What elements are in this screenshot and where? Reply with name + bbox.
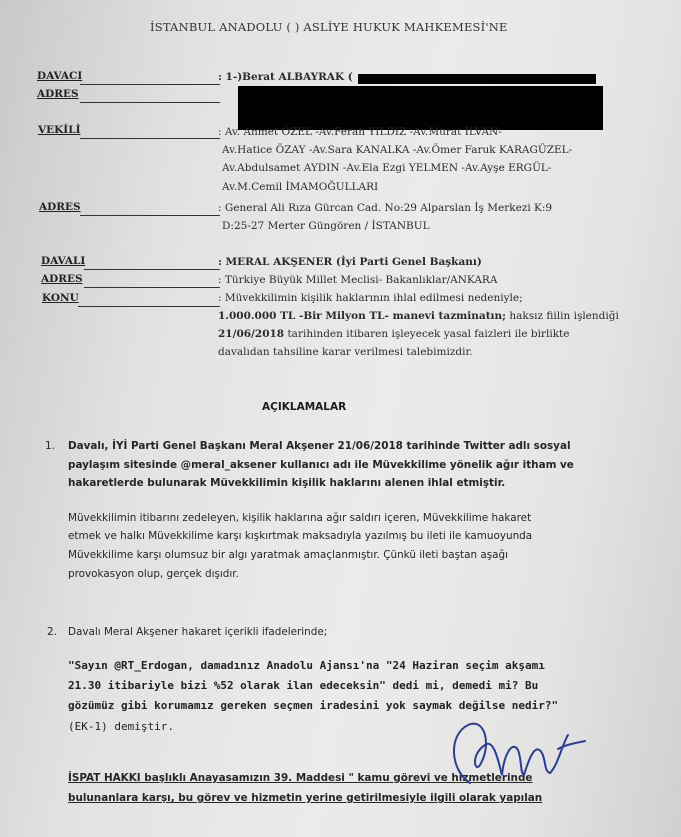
adres2-line-1: : General Ali Rıza Gürcan Cad. No:29 Alparslan İş Merkezi K:9 bbox=[218, 202, 553, 214]
redaction-bar-1 bbox=[358, 74, 596, 84]
davali-value: : MERAL AKŞENER (İyi Parti Genel Başkanı) bbox=[218, 256, 482, 268]
davali-underline bbox=[84, 269, 220, 270]
handwritten-signature bbox=[440, 715, 600, 795]
konu-amount: 1.000.000 TL -Bir Milyon TL- manevi tazminatın; bbox=[218, 310, 507, 322]
item2-number: 2. bbox=[47, 626, 57, 638]
konu-line-2-rest: haksız fiilin işlendiği bbox=[506, 310, 619, 322]
item1-line-3: hakaretlerde bulunarak Müvekkilimin kişilik haklarını alenen ihlal etmiştir. bbox=[68, 477, 506, 489]
court-title: İSTANBUL ANADOLU ( ) ASLİYE HUKUK MAHKEMESİ'NE bbox=[150, 20, 508, 34]
adres1-underline bbox=[80, 102, 220, 103]
item2-intro: Davalı Meral Akşener hakaret içerikli ifadelerinde; bbox=[68, 626, 328, 638]
aciklamalar-heading: AÇIKLAMALAR bbox=[262, 401, 347, 413]
quote-line-4: (EK-1) demiştir. bbox=[68, 720, 174, 733]
adres3-value: : Türkiye Büyük Millet Meclisi- Bakanlıklar/ANKARA bbox=[218, 274, 498, 286]
vekili-line-4: Av.M.Cemil İMAMOĞULLARI bbox=[222, 181, 379, 193]
redaction-bar-2 bbox=[238, 86, 603, 130]
para-line-4: provokasyon olup, gerçek dışıdır. bbox=[68, 568, 239, 580]
item1-line-2: paylaşım sitesinde @meral_aksener kullanıcı adı ile Müvekkilime yönelik ağır itham ve bbox=[68, 459, 574, 471]
para-line-3: Müvekkilime karşı olumsuz bir algı yaratmak amaçlanmıştır. Çünkü ileti baştan aşağı bbox=[68, 549, 509, 561]
konu-underline bbox=[78, 306, 220, 307]
adres-label-3: ADRES bbox=[41, 273, 83, 285]
konu-label: KONU bbox=[42, 292, 79, 304]
vekili-line-2: Av.Hatice ÖZAY -Av.Sara KANALKA -Av.Ömer Faruk KARAGÜZEL- bbox=[222, 144, 573, 156]
davali-label: DAVALI bbox=[41, 255, 86, 267]
adres-label-2: ADRES bbox=[39, 201, 81, 213]
quote-line-3: gözümüz gibi korumamız gereken seçmen iradesini yok saymak değilse nedir?" bbox=[68, 699, 559, 712]
item1-line-1: Davalı, İYİ Parti Genel Başkanı Meral Akşener 21/06/2018 tarihinde Twitter adlı sosyal bbox=[68, 440, 571, 452]
para-line-2: etmek ve halkı Müvekkilime karşı kışkırtmak maksadıyla yazılmış bu ileti ile kamuoyunda bbox=[68, 530, 533, 542]
ispat-line-1: İSPAT HAKKI başlıklı Anayasamızın 39. Maddesi " kamu görevi ve hizmetlerinde bbox=[68, 772, 533, 784]
adres2-line-2: D:25-27 Merter Güngören / İSTANBUL bbox=[222, 220, 430, 232]
konu-date: 21/06/2018 bbox=[218, 328, 285, 340]
quote-line-2: 21.30 itibariyle bizi %52 olarak ilan edeceksin" dedi mi, demedi mi? Bu bbox=[68, 679, 539, 692]
davaci-value: : 1-)Berat ALBAYRAK ( bbox=[218, 71, 353, 83]
adres3-underline bbox=[84, 287, 220, 288]
ispat-line-2: bulunanlara karşı, bu görev ve hizmetin yerine getirilmesiyle ilgili olarak yapılan bbox=[68, 792, 543, 804]
adres-label-1: ADRES bbox=[37, 88, 79, 100]
konu-line-3-rest: tarihinden itibaren işleyecek yasal faizleri ile birlikte bbox=[284, 328, 570, 340]
vekili-line-1: : Av. Ahmet ÖZEL -Av.Ferah YILDIZ -Av.Murat İLVAN- bbox=[218, 126, 502, 138]
konu-line-4: davalıdan tahsiline karar verilmesi talebimizdir. bbox=[218, 346, 473, 358]
vekili-underline bbox=[80, 138, 220, 139]
davaci-underline bbox=[80, 84, 220, 85]
item1-number: 1. bbox=[45, 440, 55, 452]
quote-line-1: "Sayın @RT_Erdogan, damadınız Anadolu Ajansı'na "24 Haziran seçim akşamı bbox=[68, 659, 545, 672]
konu-line-1: : Müvekkilimin kişilik haklarının ihlal edilmesi nedeniyle; bbox=[218, 292, 523, 304]
vekili-line-3: Av.Abdulsamet AYDIN -Av.Ela Ezgi YELMEN -Av.Ayşe ERGÜL- bbox=[222, 162, 552, 174]
adres2-underline bbox=[80, 215, 220, 216]
para-line-1: Müvekkilimin itibarını zedeleyen, kişilik haklarına ağır saldırı içeren, Müvekkilime hakaret bbox=[68, 512, 532, 524]
davaci-label: DAVACI bbox=[37, 70, 83, 82]
vekili-label: VEKİLİ bbox=[38, 124, 81, 136]
